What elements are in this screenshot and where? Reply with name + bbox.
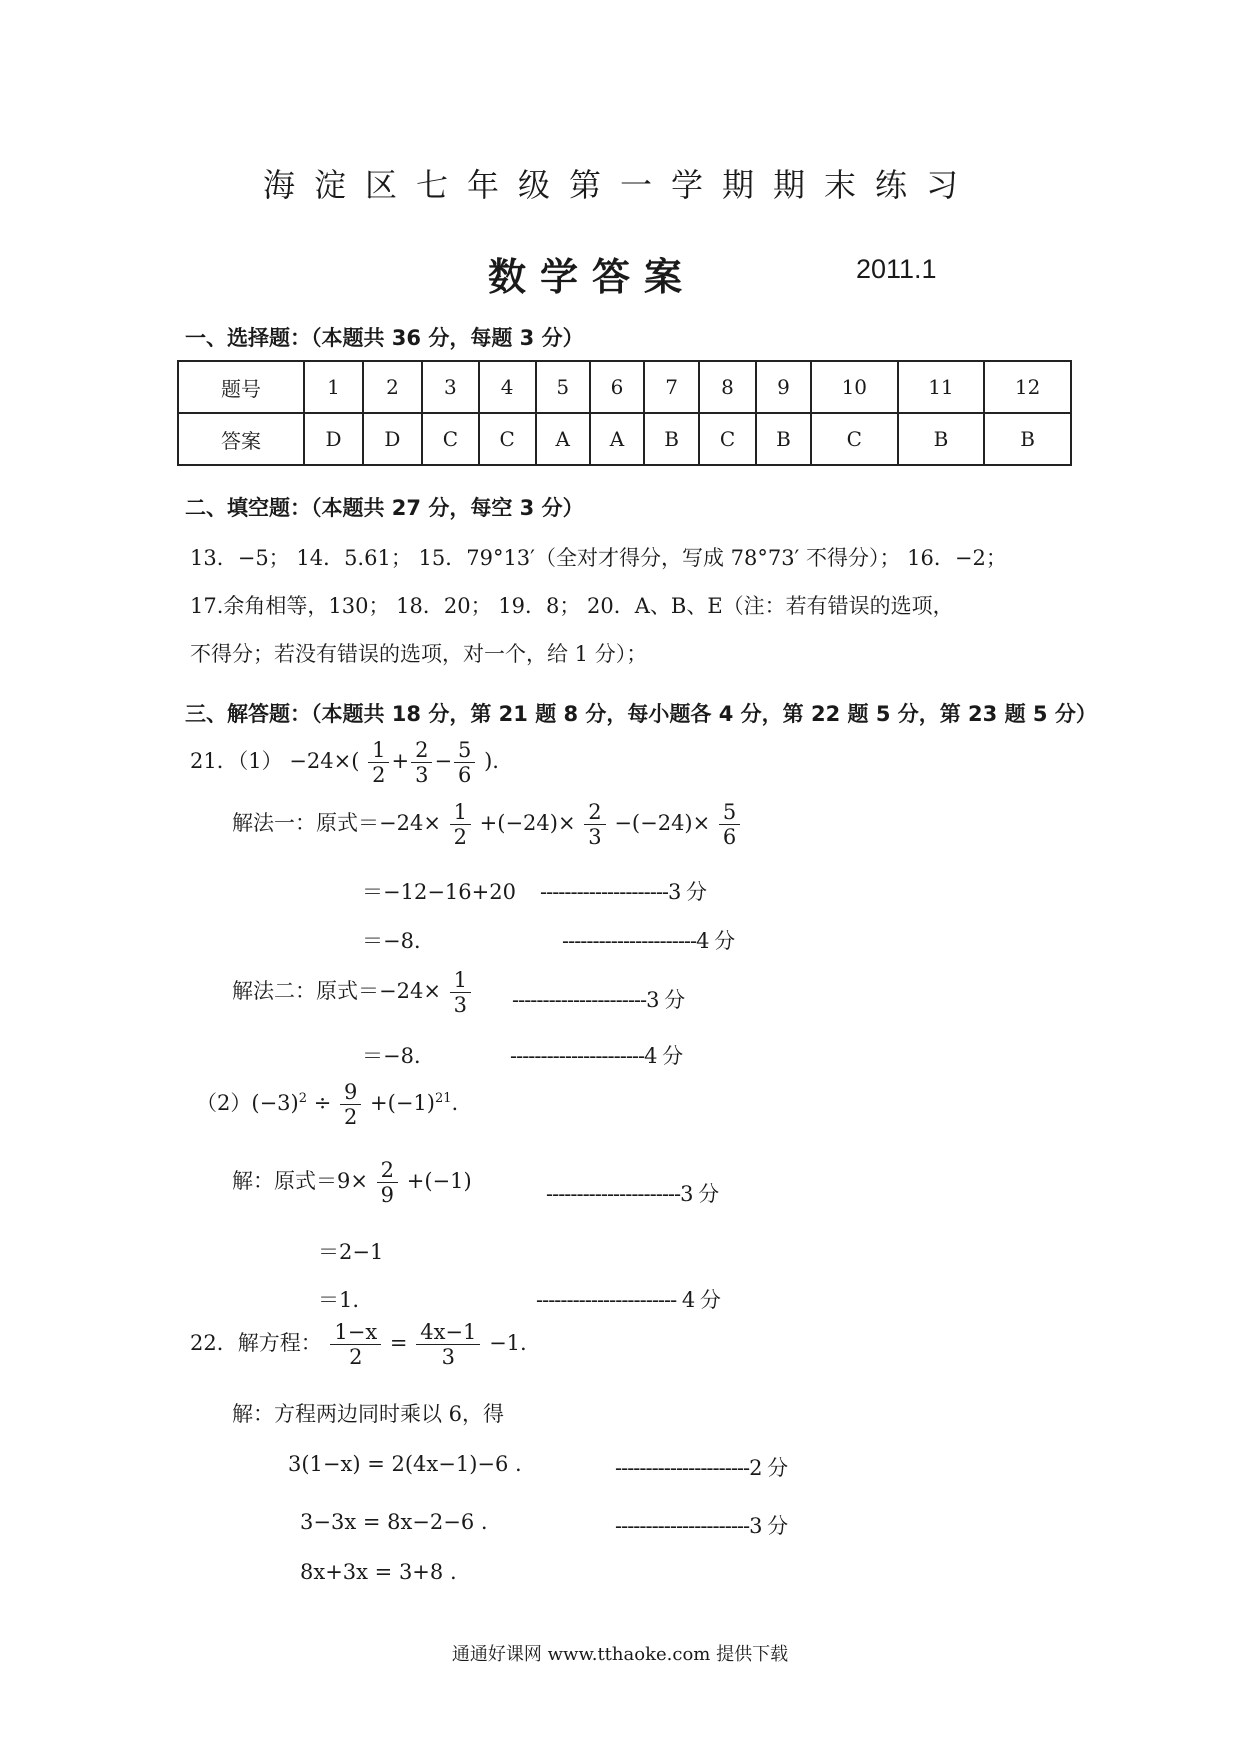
fraction bbox=[450, 968, 471, 1017]
table-cell: D bbox=[363, 413, 422, 465]
section3-heading: 三、解答题：（本题共 18 分，第 21 题 8 分，每小题各 4 分，第 22 题 5 分，第 23 题 5 分） bbox=[185, 702, 1097, 726]
table-cell: 10 bbox=[811, 361, 898, 413]
table-cell: A bbox=[536, 413, 590, 465]
denominator: 2 bbox=[372, 763, 386, 788]
sol1-step1-score: ---------------------3 分 bbox=[540, 880, 707, 904]
section2-heading: 二、填空题：（本题共 27 分，每空 3 分） bbox=[185, 496, 584, 520]
numerator: 2 bbox=[411, 738, 432, 763]
table-cell: B bbox=[898, 413, 985, 465]
table-cell: 6 bbox=[590, 361, 644, 413]
numerator: 5 bbox=[454, 738, 475, 763]
table-cell: 3 bbox=[422, 361, 479, 413]
q22-label: 22．解方程： bbox=[190, 1331, 322, 1356]
section1-heading: 一、选择题：（本题共 36 分，每题 3 分） bbox=[185, 326, 584, 350]
fraction bbox=[340, 1080, 361, 1129]
table-cell: C bbox=[811, 413, 898, 465]
q22-step1: 3(1−x) = 2(4x−1)−6 . bbox=[288, 1452, 522, 1476]
q21b-step3: ＝1. bbox=[318, 1288, 360, 1312]
denominator: 6 bbox=[722, 825, 737, 850]
sol1-label: 解法一：原式＝−24× bbox=[232, 811, 441, 836]
document-date: 2011.1 bbox=[856, 254, 937, 284]
table-cell: 12 bbox=[984, 361, 1071, 413]
q22-score2: ----------------------3 分 bbox=[615, 1514, 788, 1538]
sol2-step2: ＝−8． bbox=[362, 1044, 435, 1068]
q21b-score1: ----------------------3 分 bbox=[546, 1182, 719, 1206]
numerator: 2 bbox=[377, 1158, 398, 1183]
table-cell: 9 bbox=[756, 361, 811, 413]
sol1-mid: +(−24)× bbox=[479, 811, 576, 836]
q21b-step2: ＝2−1 bbox=[318, 1240, 384, 1264]
denominator: 2 bbox=[453, 825, 467, 850]
denominator: 2 bbox=[349, 1345, 363, 1370]
fill-answers-line-2: 17.余角相等，130； 18．20； 19．8； 20．A、B、E（注：若有错误的选项， bbox=[190, 594, 954, 618]
numerator: 5 bbox=[719, 800, 740, 825]
q21-solution-2 bbox=[232, 968, 473, 1017]
q22-eq: = bbox=[389, 1331, 408, 1356]
table-cell: A bbox=[590, 413, 644, 465]
q21b-div: ÷ bbox=[313, 1091, 332, 1116]
table-cell: C bbox=[699, 413, 756, 465]
q22-step3: 8x+3x = 3+8 . bbox=[300, 1560, 457, 1584]
table-cell: D bbox=[304, 413, 363, 465]
table-row bbox=[178, 361, 1071, 413]
sol1-step1: ＝−12−16+20 bbox=[362, 880, 516, 904]
q21b-sol-label: 解：原式＝9× bbox=[232, 1169, 368, 1194]
table-cell: C bbox=[479, 413, 536, 465]
denominator: 3 bbox=[588, 825, 602, 850]
fraction bbox=[411, 738, 432, 787]
sol2-score1: ----------------------3 分 bbox=[512, 988, 685, 1012]
numerator: 1 bbox=[368, 738, 389, 763]
sol1-step2-score: ----------------------4 分 bbox=[562, 929, 735, 953]
q21b-label: （2） bbox=[196, 1091, 252, 1116]
table-row bbox=[178, 413, 1071, 465]
table-cell: C bbox=[422, 413, 479, 465]
q21-problem: 21．（1） −24×( $\frac{1}{2}$ + $\frac{2}{3}$ − $\frac{5}{6}$ ). bbox=[190, 738, 499, 788]
q21b-solution bbox=[232, 1158, 472, 1207]
exponent: 21 bbox=[435, 1091, 452, 1107]
denominator: 3 bbox=[453, 993, 467, 1018]
fraction bbox=[377, 1158, 398, 1207]
sol1-step2: ＝−8． bbox=[362, 929, 435, 953]
q22-score1: ----------------------2 分 bbox=[615, 1456, 788, 1480]
q21-expr-post: ). bbox=[484, 749, 499, 774]
table-cell: B bbox=[644, 413, 699, 465]
denominator: 6 bbox=[458, 763, 472, 788]
fraction bbox=[368, 738, 389, 787]
document-subtitle: 数学答案 bbox=[488, 255, 697, 299]
numerator: 2 bbox=[584, 800, 605, 825]
table-cell: 2 bbox=[363, 361, 422, 413]
numerator: 1 bbox=[450, 800, 471, 825]
document-title: 海淀区七年级第一学期期末练习 bbox=[262, 166, 977, 204]
sol1-mid2: −(−24)× bbox=[614, 811, 711, 836]
q22-end: −1. bbox=[489, 1331, 527, 1356]
fraction bbox=[454, 738, 475, 787]
denominator: 2 bbox=[343, 1105, 358, 1130]
table-cell: 8 bbox=[699, 361, 756, 413]
q21b-end: . bbox=[451, 1091, 459, 1116]
fraction bbox=[584, 800, 605, 849]
fraction bbox=[330, 1320, 381, 1369]
numerator: 1−x bbox=[330, 1320, 381, 1345]
table-header-cell: 题号 bbox=[178, 361, 304, 413]
exponent: 2 bbox=[298, 1091, 307, 1107]
q21-expr-pre: −24×( bbox=[289, 749, 360, 774]
table-cell: B bbox=[984, 413, 1071, 465]
table-cell: 4 bbox=[479, 361, 536, 413]
fraction bbox=[416, 1320, 480, 1369]
answer-table bbox=[177, 360, 1072, 466]
denominator: 3 bbox=[415, 763, 429, 788]
q21-label: 21．（1） bbox=[190, 749, 283, 774]
numerator: 9 bbox=[340, 1080, 361, 1105]
fill-answers-line-3: 不得分；若没有错误的选项，对一个，给 1 分）； bbox=[190, 642, 648, 666]
table-cell: 11 bbox=[898, 361, 985, 413]
q21b-sol-end: +(−1) bbox=[406, 1169, 472, 1194]
numerator: 4x−1 bbox=[416, 1320, 480, 1345]
table-cell: 5 bbox=[536, 361, 590, 413]
denominator: 3 bbox=[441, 1345, 455, 1370]
fill-answers-line-1: 13．−5； 14．5.61； 15．79°13′（全对才得分，写成 78°73′ 不得分）； 16．−2； bbox=[190, 546, 1007, 570]
table-cell: B bbox=[756, 413, 811, 465]
fraction bbox=[719, 800, 740, 849]
table-cell: 7 bbox=[644, 361, 699, 413]
table-header-cell: 答案 bbox=[178, 413, 304, 465]
q21b-mid: +(−1) bbox=[370, 1091, 435, 1116]
q22-step2: 3−3x = 8x−2−6 . bbox=[300, 1510, 488, 1534]
q21-solution-1 bbox=[232, 800, 742, 849]
q22-solution-intro: 解：方程两边同时乘以 6，得 bbox=[232, 1402, 505, 1426]
fraction bbox=[450, 800, 471, 849]
sol2-score2: ----------------------4 分 bbox=[510, 1044, 683, 1068]
denominator: 9 bbox=[380, 1183, 395, 1208]
numerator: 1 bbox=[450, 968, 471, 993]
q21b-problem bbox=[196, 1080, 458, 1129]
sol2-label: 解法二：原式＝−24× bbox=[232, 979, 441, 1004]
table-cell: 1 bbox=[304, 361, 363, 413]
q21b-score2: ----------------------- 4 分 bbox=[536, 1288, 720, 1312]
q21b-pre: (−3) bbox=[251, 1091, 299, 1116]
footer-credit: 通通好课网 www.tthaoke.com 提供下载 bbox=[451, 1644, 789, 1665]
q22-problem bbox=[190, 1320, 527, 1369]
